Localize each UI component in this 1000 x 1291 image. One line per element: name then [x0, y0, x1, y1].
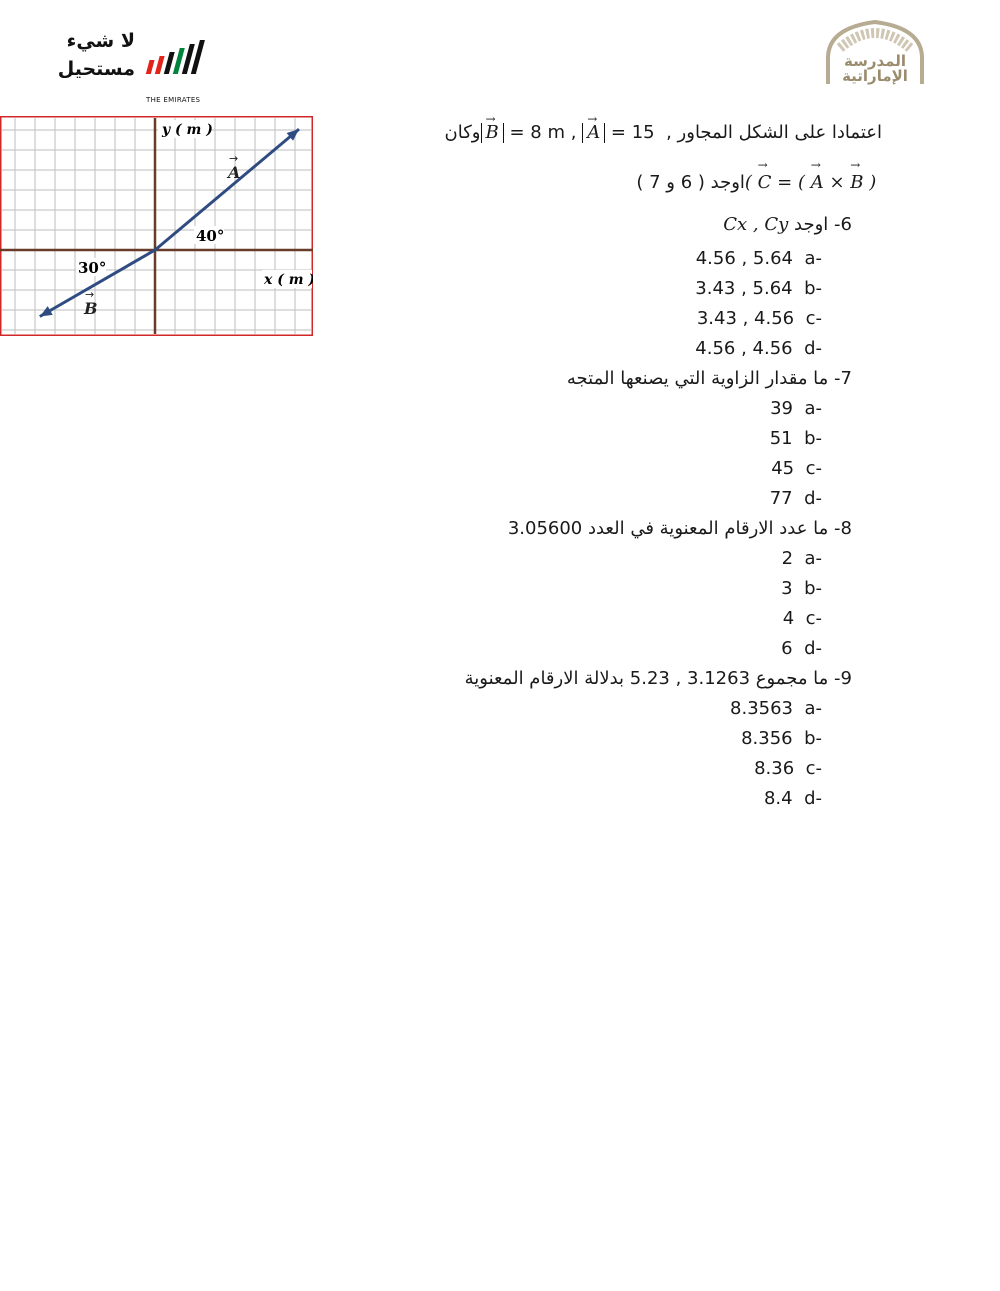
- find-line: ( → C = ( → A × → B ) اوجد ( 6 و 7 ): [636, 172, 882, 193]
- option-9a[interactable]: 8.3563 a-: [730, 698, 822, 719]
- question-number: 7-: [834, 368, 852, 389]
- vector-b-label: B: [84, 299, 98, 318]
- slogan-line-2: مستحيل: [57, 58, 135, 80]
- option-8b[interactable]: 3 b-: [781, 578, 822, 599]
- option-6a[interactable]: 4.56 , 5.64 a-: [695, 248, 822, 269]
- flag-stripes-icon: [144, 36, 210, 80]
- brand-caption: THE EMIRATES: [146, 96, 201, 104]
- question-number: 8-: [834, 518, 852, 539]
- option-9d[interactable]: 8.4 d-: [763, 788, 822, 809]
- vector-figure: [0, 116, 313, 336]
- school-name: المدرسة الإماراتية: [842, 52, 908, 85]
- option-6b[interactable]: 3.43 , 5.64 b-: [695, 278, 822, 299]
- find-range: ( 6 و 7 ): [636, 172, 705, 193]
- vector-b-arrow-mark: →: [85, 288, 95, 301]
- intro-line: اعتمادا على الشكل المجاور , → B = 8 m , → A = 15 وكان: [445, 122, 882, 143]
- question-text: ما مقدار الزاوية التي يصنعها المتجه: [566, 368, 829, 389]
- question-7: [567, 368, 852, 389]
- option-7c[interactable]: 45 c-: [771, 458, 822, 479]
- option-9b[interactable]: 8.356 b-: [741, 728, 822, 749]
- a-magnitude: 15: [631, 122, 655, 143]
- vector-c-symbol: → C: [758, 172, 772, 193]
- option-8d[interactable]: 6 d-: [781, 638, 822, 659]
- question-number: 6-: [834, 214, 852, 235]
- angle-b-label: 30°: [78, 259, 107, 277]
- vector-graph: [0, 116, 313, 336]
- vector-a-label: A: [228, 163, 241, 182]
- vector-b-symbol: → B: [486, 123, 499, 143]
- emirates-logo: [57, 28, 220, 108]
- intro-suffix: وكان: [444, 122, 481, 143]
- option-9c[interactable]: 8.36 c-: [754, 758, 822, 779]
- option-7d[interactable]: 77 d-: [769, 488, 822, 509]
- question-number: 9-: [834, 668, 852, 689]
- intro-prefix: اعتمادا على الشكل المجاور ,: [666, 122, 882, 143]
- question-text: اوجد: [794, 214, 829, 235]
- option-6c[interactable]: 3.43 , 4.56 c-: [696, 308, 822, 329]
- b-magnitude: 8 m: [530, 122, 565, 143]
- y-axis-label: y ( m ): [162, 122, 213, 138]
- question-text: ما عدد الارقام المعنوية في العدد 3.05600: [507, 518, 829, 539]
- question-math: Cx , Cy: [723, 214, 789, 235]
- vector-a-arrow-mark: →: [229, 152, 239, 165]
- question-9: [465, 668, 852, 689]
- find-word: اوجد: [710, 172, 745, 193]
- question-6: [723, 214, 852, 235]
- question-8: [508, 518, 852, 539]
- school-logo: [820, 18, 930, 88]
- x-axis-label: x ( m ): [264, 272, 313, 288]
- question-text: ما مجموع 3.1263 , 5.23 بدلالة الارقام المعنوية: [464, 668, 829, 689]
- option-7a[interactable]: 39 a-: [770, 398, 822, 419]
- angle-a-label: 40°: [196, 227, 225, 245]
- option-8c[interactable]: 4 c-: [782, 608, 822, 629]
- option-7b[interactable]: 51 b-: [769, 428, 822, 449]
- option-8a[interactable]: 2 a-: [781, 548, 822, 569]
- slogan-line-1: لا شيء: [66, 30, 135, 52]
- vector-a-symbol: → A: [587, 123, 600, 143]
- option-6d[interactable]: 4.56 , 4.56 d-: [695, 338, 822, 359]
